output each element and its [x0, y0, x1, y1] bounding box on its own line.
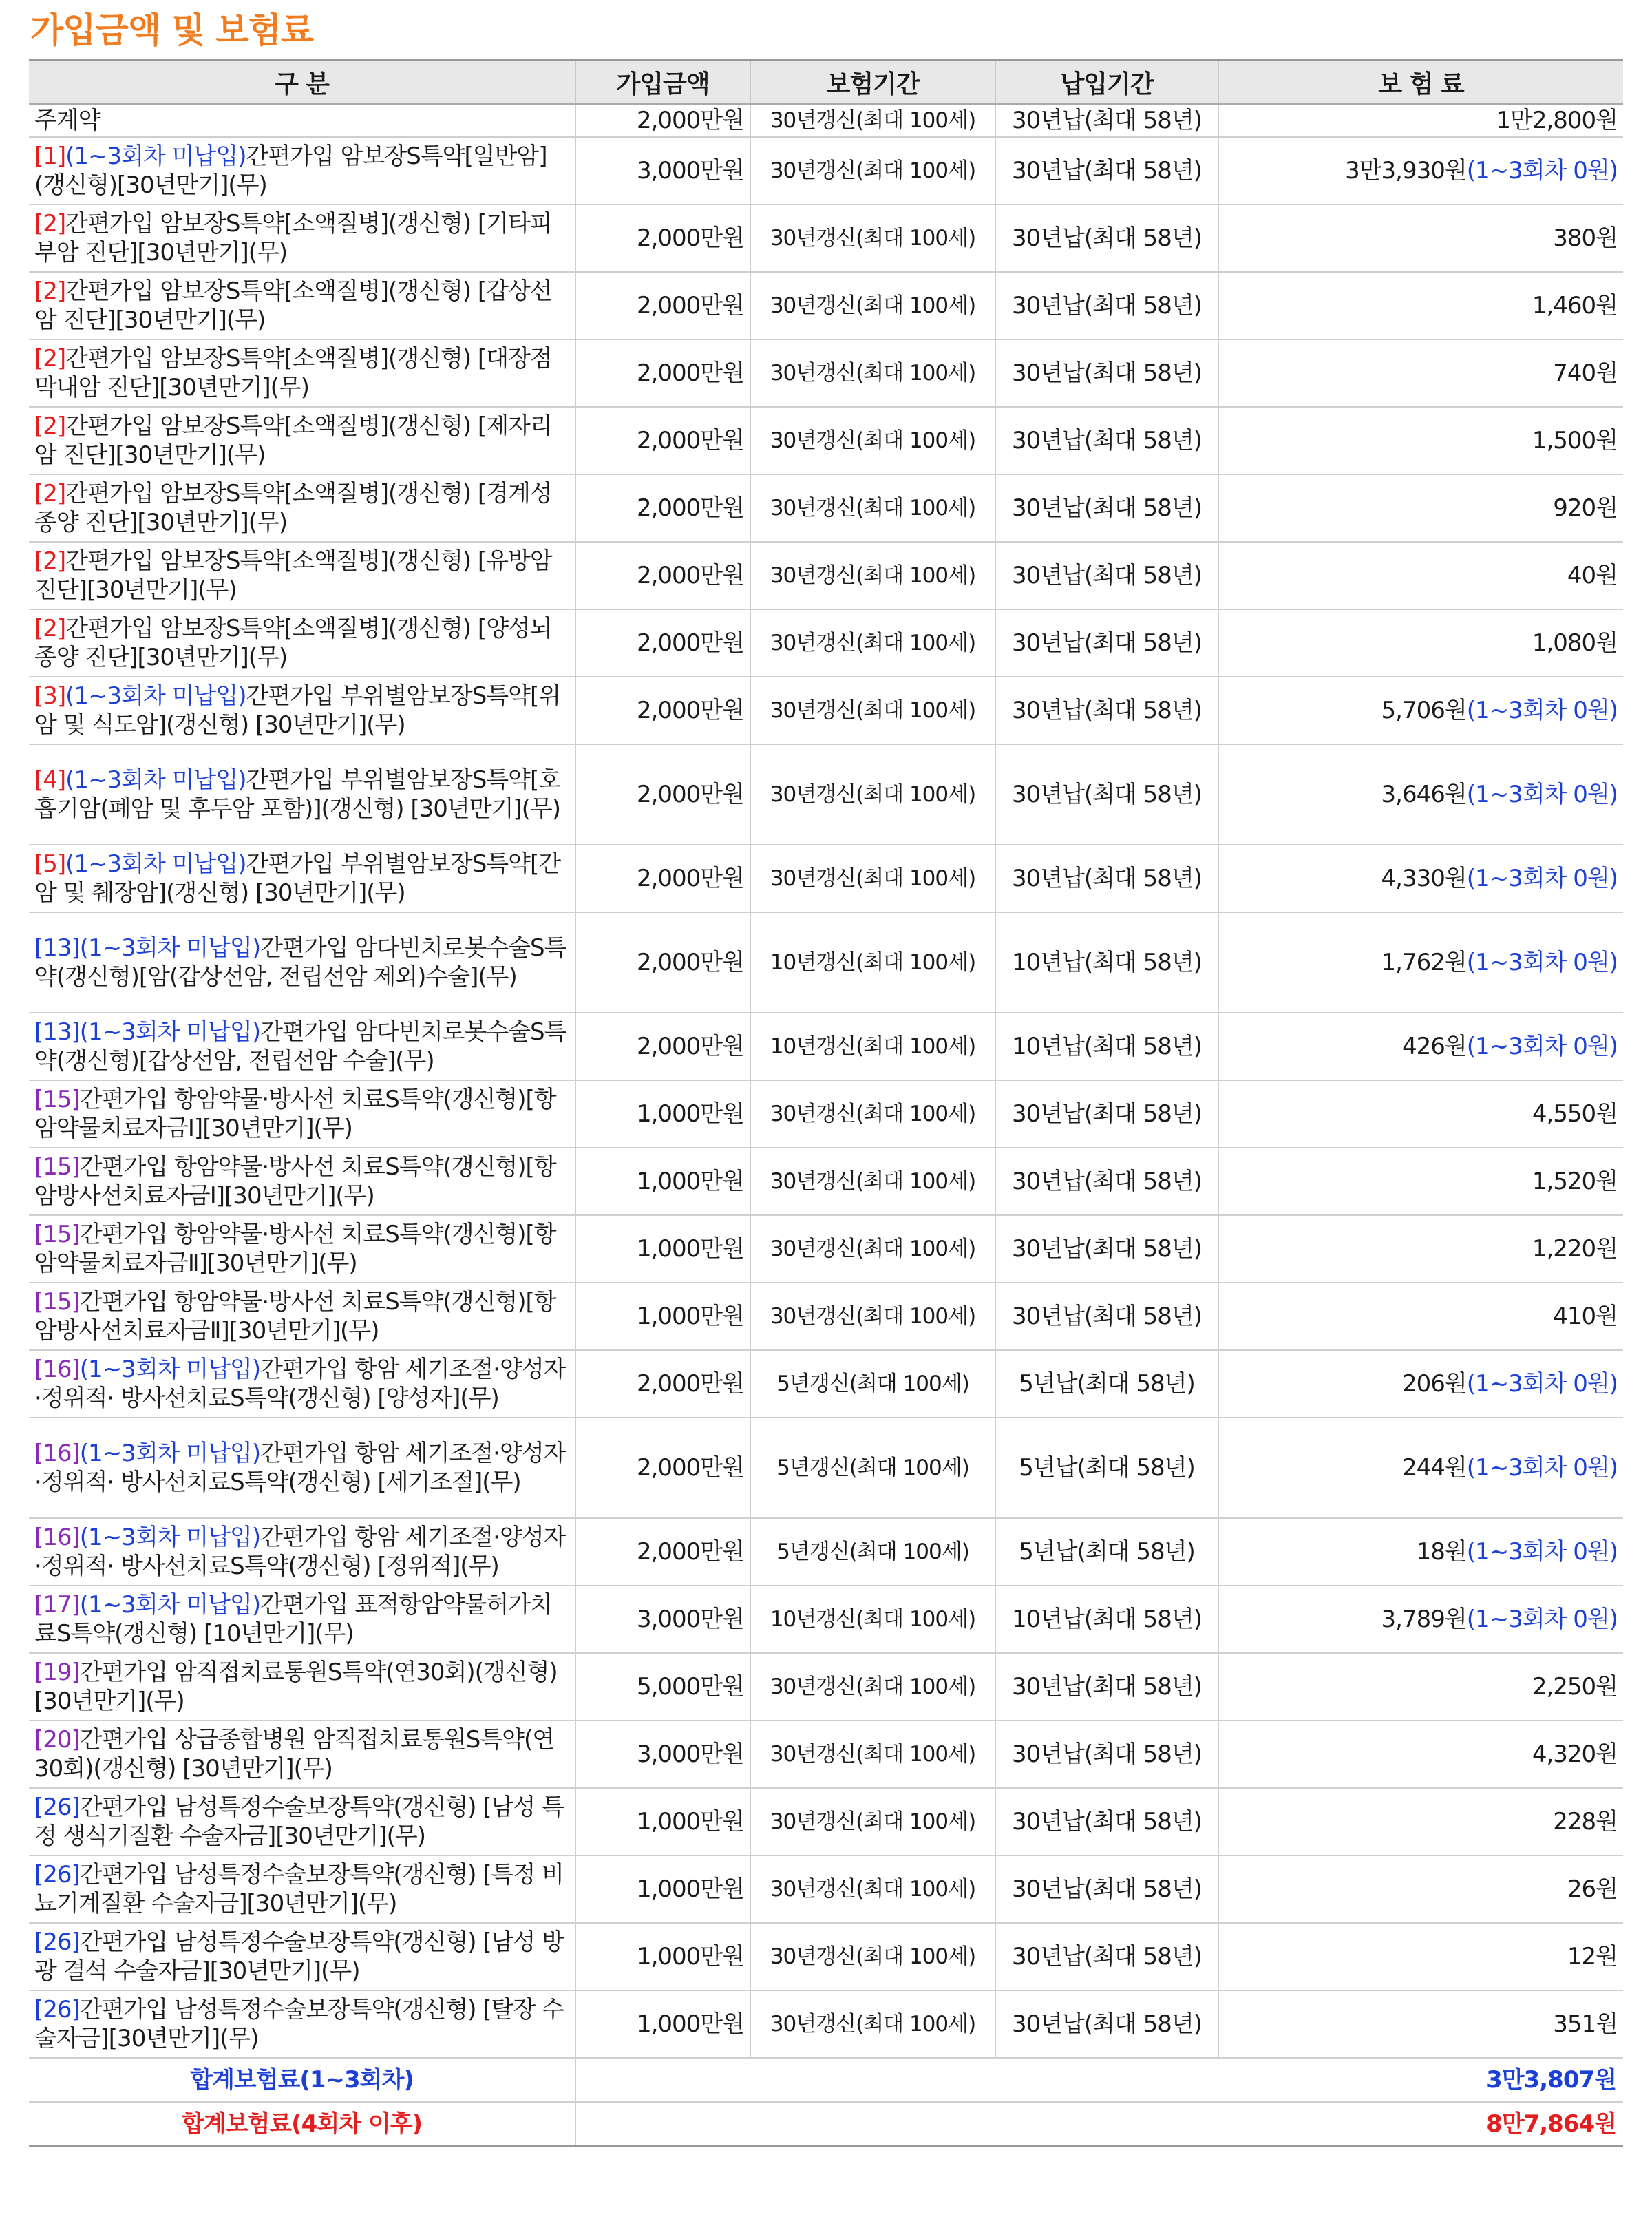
payment-period-cell: 30년납(최대 58년) [995, 1283, 1218, 1350]
premium-note: (1~3회차 0원) [1466, 1033, 1618, 1060]
insurance-period-cell: 10년갱신(최대 100세) [750, 1586, 995, 1653]
total-value: 8만7,864원 [575, 2102, 1623, 2146]
coverage-number: [16] [34, 1356, 80, 1383]
coverage-name: 간편가입 암보장S특약[소액질병](갱신형) [유방암 진단][30년만기](무) [34, 547, 552, 604]
table-row [29, 912, 1623, 1013]
premium-cell [1218, 104, 1623, 137]
table-row [29, 1586, 1623, 1653]
coverage-number: [16] [34, 1524, 80, 1551]
premium-cell [1218, 1350, 1623, 1418]
coverage-name: 간편가입 항암약물·방사선 치료S특약(갱신형)[항암방사선치료자금Ⅱ][30년만기](무) [34, 1288, 556, 1345]
coverage-number: [3] [34, 682, 66, 710]
premium-value: 228원 [1553, 1808, 1618, 1835]
premium-value: 2,250원 [1532, 1673, 1618, 1701]
coverage-number: [16] [34, 1440, 80, 1467]
insurance-period-cell: 30년갱신(최대 100세) [750, 1653, 995, 1721]
coverage-name: 간편가입 표적항암약물허가치료S특약(갱신형) [10년만기](무) [34, 1591, 552, 1648]
unpaid-tag: (1~3회차 미납입) [79, 1018, 261, 1046]
coverage-name: 간편가입 암보장S특약[소액질병](갱신형) [경계성종양 진단][30년만기](무) [34, 480, 552, 536]
premium-cell [1218, 1013, 1623, 1080]
insurance-period-cell: 30년갱신(최대 100세) [750, 744, 995, 845]
amount-cell: 2,000만원 [575, 272, 750, 339]
amount-cell: 1,000만원 [575, 1990, 750, 2058]
premium-value: 351원 [1553, 2010, 1618, 2038]
payment-period-cell: 30년납(최대 58년) [995, 845, 1218, 912]
insurance-period-cell: 30년갱신(최대 100세) [750, 677, 995, 744]
insurance-period-cell: 30년갱신(최대 100세) [750, 339, 995, 407]
premium-value: 380원 [1553, 224, 1618, 252]
payment-period-cell: 30년납(최대 58년) [995, 1080, 1218, 1148]
amount-cell: 2,000만원 [575, 609, 750, 677]
coverage-number: [15] [34, 1153, 80, 1181]
coverage-name: 간편가입 부위별암보장S특약[위암 및 식도암](갱신형) [30년만기](무) [34, 682, 561, 739]
coverage-name: 간편가입 암직접치료통원S특약(연30회)(갱신형) [30년만기](무) [34, 1659, 558, 1715]
premium-value: 18원 [1416, 1538, 1467, 1566]
coverage-name-cell [29, 1586, 575, 1653]
coverage-name-cell [29, 542, 575, 609]
table-row [29, 474, 1623, 542]
premium-value: 4,330원 [1381, 865, 1467, 892]
coverage-name-cell [29, 1418, 575, 1518]
total-label: 합계보험료(1~3회차) [29, 2058, 575, 2102]
coverage-number: [20] [34, 1726, 80, 1754]
coverage-name: 간편가입 항암 세기조절·양성자·정위적· 방사선치료S특약(갱신형) [세기조절](무) [34, 1440, 566, 1496]
premium-cell [1218, 1586, 1623, 1653]
premium-cell [1218, 339, 1623, 407]
coverage-name: 간편가입 항암약물·방사선 치료S특약(갱신형)[항암방사선치료자금Ⅰ][30년만기](무) [34, 1153, 556, 1210]
amount-cell: 2,000만원 [575, 1350, 750, 1418]
insurance-period-cell: 30년갱신(최대 100세) [750, 1855, 995, 1923]
unpaid-tag: (1~3회차 미납입) [79, 1524, 261, 1551]
coverage-name-cell [29, 104, 575, 137]
coverage-name-cell [29, 1350, 575, 1418]
insurance-period-cell: 5년갱신(최대 100세) [750, 1518, 995, 1586]
premium-cell [1218, 474, 1623, 542]
premium-cell [1218, 272, 1623, 339]
payment-period-cell: 10년납(최대 58년) [995, 912, 1218, 1013]
payment-period-cell: 30년납(최대 58년) [995, 542, 1218, 609]
premium-value: 40원 [1567, 562, 1618, 589]
coverage-name: 간편가입 암보장S특약[일반암](갱신형)[30년만기](무) [34, 143, 547, 199]
coverage-number: [2] [34, 412, 66, 440]
payment-period-cell: 30년납(최대 58년) [995, 1923, 1218, 1990]
coverage-name-cell [29, 1923, 575, 1990]
insurance-period-cell: 30년갱신(최대 100세) [750, 845, 995, 912]
premium-cell [1218, 1788, 1623, 1855]
premium-note: (1~3회차 0원) [1466, 781, 1618, 808]
coverage-number: [2] [34, 277, 66, 305]
premium-value: 5,706원 [1381, 697, 1467, 724]
coverage-number: [15] [34, 1086, 80, 1113]
coverage-name-cell [29, 845, 575, 912]
premium-cell [1218, 677, 1623, 744]
insurance-period-cell: 30년갱신(최대 100세) [750, 104, 995, 137]
premium-cell [1218, 744, 1623, 845]
coverage-number: [13] [34, 934, 80, 962]
premium-value: 1,500원 [1532, 427, 1618, 454]
payment-period-cell: 30년납(최대 58년) [995, 474, 1218, 542]
payment-period-cell: 30년납(최대 58년) [995, 1148, 1218, 1215]
coverage-name-cell [29, 474, 575, 542]
table-row [29, 1518, 1623, 1586]
coverage-name-cell [29, 1721, 575, 1788]
coverage-name: 간편가입 암보장S특약[소액질병](갱신형) [대장점막내암 진단][30년만기](무) [34, 345, 552, 401]
premium-value: 1,080원 [1532, 629, 1618, 657]
insurance-period-cell: 5년갱신(최대 100세) [750, 1418, 995, 1518]
premium-value: 740원 [1553, 359, 1618, 387]
table-row [29, 677, 1623, 744]
payment-period-cell: 30년납(최대 58년) [995, 1788, 1218, 1855]
coverage-number: [2] [34, 615, 66, 642]
coverage-name-cell [29, 1013, 575, 1080]
insurance-period-cell: 30년갱신(최대 100세) [750, 204, 995, 272]
total-value: 3만3,807원 [575, 2058, 1623, 2102]
payment-period-cell: 30년납(최대 58년) [995, 1215, 1218, 1283]
table-row [29, 407, 1623, 474]
coverage-name: 간편가입 암보장S특약[소액질병](갱신형) [제자리암 진단][30년만기](무) [34, 412, 552, 469]
coverage-name-cell [29, 407, 575, 474]
unpaid-tag: (1~3회차 미납입) [65, 766, 246, 794]
premium-value: 3,789원 [1381, 1606, 1467, 1633]
insurance-period-cell: 30년갱신(최대 100세) [750, 1788, 995, 1855]
payment-period-cell: 30년납(최대 58년) [995, 1990, 1218, 2058]
amount-cell: 1,000만원 [575, 1080, 750, 1148]
amount-cell: 2,000만원 [575, 1013, 750, 1080]
payment-period-cell: 30년납(최대 58년) [995, 339, 1218, 407]
premium-value: 426원 [1401, 1033, 1467, 1060]
coverage-name: 간편가입 암다빈치로봇수술S특약(갱신형)[암(갑상선암, 전립선암 제외)수술](무) [34, 934, 566, 991]
unpaid-tag: (1~3회차 미납입) [65, 682, 246, 710]
payment-period-cell: 30년납(최대 58년) [995, 104, 1218, 137]
premium-note: (1~3회차 0원) [1466, 697, 1618, 724]
payment-period-cell: 30년납(최대 58년) [995, 677, 1218, 744]
premium-value: 1,460원 [1532, 292, 1618, 319]
premium-cell [1218, 1721, 1623, 1788]
coverage-number: [1] [34, 143, 66, 170]
coverage-number: [13] [34, 1018, 80, 1046]
coverage-name: 간편가입 항암 세기조절·양성자·정위적· 방사선치료S특약(갱신형) [정위적](무) [34, 1524, 566, 1580]
coverage-number: [2] [34, 547, 66, 575]
amount-cell: 2,000만원 [575, 104, 750, 137]
amount-cell: 1,000만원 [575, 1283, 750, 1350]
table-row [29, 204, 1623, 272]
amount-cell: 2,000만원 [575, 204, 750, 272]
amount-cell: 3,000만원 [575, 1586, 750, 1653]
payment-period-cell: 10년납(최대 58년) [995, 1586, 1218, 1653]
coverage-name-cell [29, 204, 575, 272]
insurance-period-cell: 30년갱신(최대 100세) [750, 1721, 995, 1788]
header-premium: 보 험 료 [1218, 60, 1623, 104]
payment-period-cell: 30년납(최대 58년) [995, 1855, 1218, 1923]
coverage-name: 간편가입 암보장S특약[소액질병](갱신형) [기타피부암 진단][30년만기](무) [34, 210, 552, 266]
coverage-number: [15] [34, 1221, 80, 1248]
total-row [29, 2058, 1623, 2102]
amount-cell: 1,000만원 [575, 1215, 750, 1283]
coverage-name: 간편가입 상급종합병원 암직접치료통원S특약(연30회)(갱신형) [30년만기](무) [34, 1726, 555, 1782]
insurance-period-cell: 30년갱신(최대 100세) [750, 542, 995, 609]
insurance-period-cell: 30년갱신(최대 100세) [750, 1990, 995, 2058]
coverage-name: 간편가입 항암약물·방사선 치료S특약(갱신형)[항암약물치료자금Ⅱ][30년만기](무) [34, 1221, 556, 1277]
table-row [29, 137, 1623, 204]
amount-cell: 2,000만원 [575, 1418, 750, 1518]
insurance-period-cell: 30년갱신(최대 100세) [750, 1080, 995, 1148]
premium-note: (1~3회차 0원) [1466, 1454, 1618, 1482]
amount-cell: 3,000만원 [575, 137, 750, 204]
premium-note: (1~3회차 0원) [1466, 949, 1618, 976]
coverage-number: [2] [34, 210, 66, 238]
coverage-name-cell [29, 1855, 575, 1923]
payment-period-cell: 30년납(최대 58년) [995, 204, 1218, 272]
coverage-name: 간편가입 암보장S특약[소액질병](갱신형) [갑상선암 진단][30년만기](무) [34, 277, 552, 334]
table-row [29, 1215, 1623, 1283]
premium-value: 4,320원 [1532, 1740, 1618, 1768]
premium-value: 920원 [1553, 494, 1618, 522]
table-row [29, 1653, 1623, 1721]
amount-cell: 1,000만원 [575, 1148, 750, 1215]
coverage-name-cell [29, 609, 575, 677]
coverage-name: 간편가입 암보장S특약[소액질병](갱신형) [양성뇌종양 진단][30년만기](무) [34, 615, 552, 671]
insurance-period-cell: 10년갱신(최대 100세) [750, 912, 995, 1013]
coverage-name: 간편가입 남성특정수술보장특약(갱신형) [남성 특정 생식기질환 수술자금][30년만기](무) [34, 1794, 564, 1850]
total-row [29, 2102, 1623, 2146]
coverage-name-cell [29, 1990, 575, 2058]
coverage-name-cell [29, 912, 575, 1013]
insurance-period-cell: 30년갱신(최대 100세) [750, 272, 995, 339]
amount-cell: 3,000만원 [575, 1721, 750, 1788]
premium-value: 244원 [1401, 1454, 1467, 1482]
table-row [29, 104, 1623, 137]
table-row [29, 272, 1623, 339]
amount-cell: 1,000만원 [575, 1788, 750, 1855]
payment-period-cell: 30년납(최대 58년) [995, 272, 1218, 339]
table-row [29, 1013, 1623, 1080]
insurance-period-cell: 30년갱신(최대 100세) [750, 1923, 995, 1990]
payment-period-cell: 30년납(최대 58년) [995, 609, 1218, 677]
header-insurance-period: 보험기간 [750, 60, 995, 104]
table-row [29, 1990, 1623, 2058]
table-row [29, 1080, 1623, 1148]
premium-note: (1~3회차 0원) [1466, 865, 1618, 892]
table-header-row [29, 60, 1623, 104]
coverage-name-cell [29, 1215, 575, 1283]
coverage-name-cell [29, 137, 575, 204]
table-row [29, 1923, 1623, 1990]
coverage-name-cell [29, 1518, 575, 1586]
insurance-period-cell: 30년갱신(최대 100세) [750, 609, 995, 677]
unpaid-tag: (1~3회차 미납입) [79, 934, 261, 962]
amount-cell: 2,000만원 [575, 912, 750, 1013]
coverage-number: [19] [34, 1659, 80, 1686]
premium-value: 1,762원 [1381, 949, 1467, 976]
premium-value: 4,550원 [1532, 1100, 1618, 1128]
premium-cell [1218, 204, 1623, 272]
coverage-name: 간편가입 부위별암보장S특약[간암 및 췌장암](갱신형) [30년만기](무) [34, 850, 561, 907]
coverage-name: 간편가입 항암약물·방사선 치료S특약(갱신형)[항암약물치료자금Ⅰ][30년만기](무) [34, 1086, 556, 1142]
premium-cell [1218, 1923, 1623, 1990]
premium-cell [1218, 912, 1623, 1013]
table-row [29, 542, 1623, 609]
amount-cell: 2,000만원 [575, 474, 750, 542]
table-row [29, 1350, 1623, 1418]
payment-period-cell: 5년납(최대 58년) [995, 1350, 1218, 1418]
premium-value: 3만3,930원 [1345, 157, 1467, 185]
table-row [29, 1721, 1623, 1788]
table-row [29, 609, 1623, 677]
premium-note: (1~3회차 0원) [1466, 1538, 1618, 1566]
table-row [29, 744, 1623, 845]
payment-period-cell: 30년납(최대 58년) [995, 137, 1218, 204]
premium-note: (1~3회차 0원) [1466, 1370, 1618, 1398]
table-row [29, 1283, 1623, 1350]
amount-cell: 2,000만원 [575, 407, 750, 474]
premium-cell [1218, 1215, 1623, 1283]
coverage-name: 간편가입 부위별암보장S특약[호흡기암(폐암 및 후두암 포함)](갱신형) [30년만기](무) [34, 766, 561, 823]
unpaid-tag: (1~3회차 미납입) [79, 1440, 261, 1467]
premium-value: 206원 [1401, 1370, 1467, 1398]
insurance-period-cell: 30년갱신(최대 100세) [750, 1283, 995, 1350]
payment-period-cell: 30년납(최대 58년) [995, 744, 1218, 845]
insurance-period-cell: 30년갱신(최대 100세) [750, 407, 995, 474]
payment-period-cell: 10년납(최대 58년) [995, 1013, 1218, 1080]
premium-cell [1218, 1418, 1623, 1518]
coverage-number: [26] [34, 1861, 80, 1889]
premium-cell [1218, 1990, 1623, 2058]
coverage-name: 간편가입 남성특정수술보장특약(갱신형) [탈장 수술자금][30년만기](무) [34, 1996, 564, 2052]
premium-table [29, 59, 1623, 2147]
unpaid-tag: (1~3회차 미납입) [79, 1356, 261, 1383]
coverage-number: [2] [34, 480, 66, 507]
table-row [29, 1855, 1623, 1923]
header-amount: 가입금액 [575, 60, 750, 104]
premium-cell [1218, 1518, 1623, 1586]
premium-cell [1218, 1148, 1623, 1215]
premium-value: 26원 [1567, 1875, 1618, 1903]
coverage-name-cell [29, 1283, 575, 1350]
unpaid-tag: (1~3회차 미납입) [65, 143, 246, 170]
amount-cell: 1,000만원 [575, 1855, 750, 1923]
header-payment-period: 납입기간 [995, 60, 1218, 104]
total-label: 합계보험료(4회차 이후) [29, 2102, 575, 2146]
premium-cell [1218, 407, 1623, 474]
coverage-name-cell [29, 1788, 575, 1855]
premium-note: (1~3회차 0원) [1466, 1606, 1618, 1633]
premium-cell [1218, 609, 1623, 677]
premium-cell [1218, 1283, 1623, 1350]
coverage-name-cell [29, 1653, 575, 1721]
payment-period-cell: 30년납(최대 58년) [995, 1653, 1218, 1721]
premium-note: (1~3회차 0원) [1466, 157, 1618, 185]
premium-cell [1218, 1855, 1623, 1923]
insurance-period-cell: 30년갱신(최대 100세) [750, 1148, 995, 1215]
amount-cell: 2,000만원 [575, 339, 750, 407]
payment-period-cell: 5년납(최대 58년) [995, 1518, 1218, 1586]
amount-cell: 1,000만원 [575, 1923, 750, 1990]
amount-cell: 2,000만원 [575, 1518, 750, 1586]
insurance-period-cell: 10년갱신(최대 100세) [750, 1013, 995, 1080]
premium-cell [1218, 845, 1623, 912]
table-row [29, 1418, 1623, 1518]
premium-value: 3,646원 [1381, 781, 1467, 808]
insurance-period-cell: 30년갱신(최대 100세) [750, 137, 995, 204]
premium-cell [1218, 542, 1623, 609]
coverage-name-cell [29, 677, 575, 744]
coverage-number: [4] [34, 766, 66, 794]
coverage-name: 간편가입 암다빈치로봇수술S특약(갱신형)[갑상선암, 전립선암 수술](무) [34, 1018, 566, 1075]
amount-cell: 5,000만원 [575, 1653, 750, 1721]
premium-value: 12원 [1567, 1943, 1618, 1970]
coverage-name: 간편가입 남성특정수술보장특약(갱신형) [남성 방광 결석 수술자금][30년만기](무) [34, 1928, 564, 1985]
unpaid-tag: (1~3회차 미납입) [79, 1591, 261, 1619]
premium-value: 1,520원 [1532, 1168, 1618, 1195]
premium-cell [1218, 1080, 1623, 1148]
coverage-number: [2] [34, 345, 66, 372]
table-body [29, 104, 1623, 2146]
table-row [29, 339, 1623, 407]
coverage-name-cell [29, 1080, 575, 1148]
insurance-period-cell: 5년갱신(최대 100세) [750, 1350, 995, 1418]
amount-cell: 2,000만원 [575, 677, 750, 744]
premium-cell [1218, 137, 1623, 204]
coverage-number: [15] [34, 1288, 80, 1316]
unpaid-tag: (1~3회차 미납입) [65, 850, 246, 878]
premium-value: 1,220원 [1532, 1235, 1618, 1263]
insurance-period-cell: 30년갱신(최대 100세) [750, 474, 995, 542]
table-row [29, 1148, 1623, 1215]
premium-value: 410원 [1553, 1303, 1618, 1330]
coverage-name: 간편가입 남성특정수술보장특약(갱신형) [특정 비뇨기계질환 수술자금][30년만기](무) [34, 1861, 564, 1917]
coverage-name-cell [29, 272, 575, 339]
coverage-name: 간편가입 항암 세기조절·양성자·정위적· 방사선치료S특약(갱신형) [양성자](무) [34, 1356, 566, 1412]
table-row [29, 845, 1623, 912]
table-row [29, 1788, 1623, 1855]
payment-period-cell: 30년납(최대 58년) [995, 1721, 1218, 1788]
payment-period-cell: 30년납(최대 58년) [995, 407, 1218, 474]
amount-cell: 2,000만원 [575, 845, 750, 912]
insurance-period-cell: 30년갱신(최대 100세) [750, 1215, 995, 1283]
coverage-number: [17] [34, 1591, 80, 1619]
premium-value: 1만2,800원 [1496, 107, 1618, 134]
premium-cell [1218, 1653, 1623, 1721]
coverage-name-cell [29, 1148, 575, 1215]
section-title: 가입금액 및 보험료 [30, 10, 314, 50]
coverage-number: [26] [34, 1794, 80, 1821]
coverage-number: [26] [34, 1996, 80, 2023]
payment-period-cell: 5년납(최대 58년) [995, 1418, 1218, 1518]
coverage-name: 주계약 [34, 107, 100, 134]
amount-cell: 2,000만원 [575, 744, 750, 845]
coverage-name-cell [29, 339, 575, 407]
amount-cell: 2,000만원 [575, 542, 750, 609]
coverage-number: [5] [34, 850, 66, 878]
coverage-number: [26] [34, 1928, 80, 1956]
coverage-name-cell [29, 744, 575, 845]
header-category: 구 분 [29, 60, 575, 104]
